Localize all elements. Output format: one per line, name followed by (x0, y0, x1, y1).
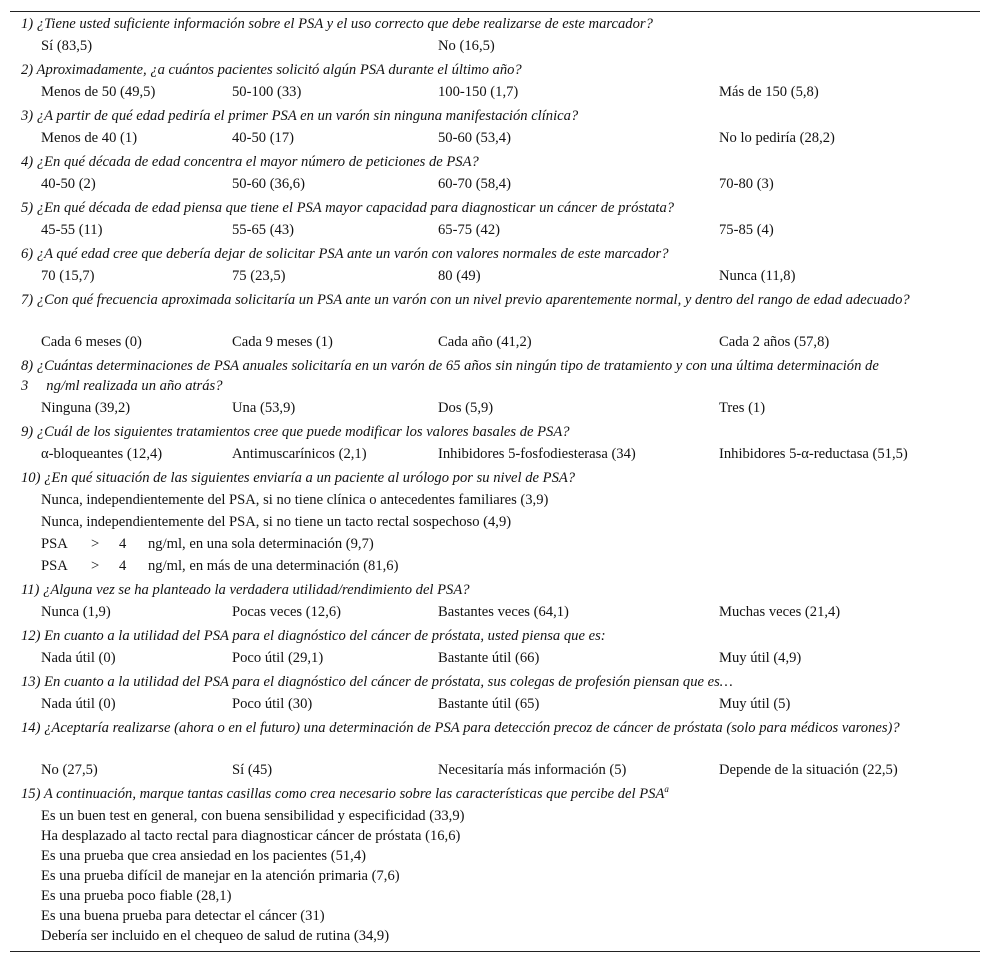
answer-option: 60-70 (58,4) (438, 176, 511, 192)
answer-option-psa-multiple (41, 556, 398, 576)
question-8-line-1: 8) ¿Cuántas determinaciones de PSA anuales solicitaría en un varón de 65 años sin ningún tipo de tratamiento y con una última determinación de (21, 358, 879, 374)
answer-option: Menos de 40 (1) (41, 130, 138, 146)
question-8-line-2 (21, 376, 961, 396)
answer-option: Bastante útil (65) (438, 696, 540, 712)
answer-option: 50-60 (53,4) (438, 130, 511, 146)
answer-option: 45-55 (11) (41, 222, 103, 238)
answer-option: No lo pediría (28,2) (719, 130, 835, 146)
answer-option: Nunca (11,8) (719, 268, 796, 284)
answer-option: Es una prueba poco fiable (28,1) (41, 888, 232, 904)
answer-option: Más de 150 (5,8) (719, 84, 819, 100)
question-1: 1) ¿Tiene usted suficiente información sobre el PSA y el uso correcto que debe realizarse de este marcador? (21, 16, 653, 32)
answer-option: Es una buena prueba para detectar el cáncer (31) (41, 908, 325, 924)
psa-label: PSA (41, 558, 68, 574)
greater-than-sign: > (91, 536, 100, 552)
answer-option: Necesitaría más información (5) (438, 762, 627, 778)
answer-option: Muchas veces (21,4) (719, 604, 841, 620)
answer-option: Ha desplazado al tacto rectal para diagnosticar cáncer de próstata (16,6) (41, 828, 461, 844)
answer-option: Nunca, independientemente del PSA, si no tiene un tacto rectal sospechoso (4,9) (41, 514, 512, 530)
psa-condition: ng/ml, en una sola determinación (9,7) (148, 536, 374, 552)
question-13: 13) En cuanto a la utilidad del PSA para el diagnóstico del cáncer de próstata, sus colegas de profesión piensan que es… (21, 674, 733, 690)
answer-option: Antimuscarínicos (2,1) (232, 446, 367, 462)
answer-option: Menos de 50 (49,5) (41, 84, 156, 100)
answer-option: Nada útil (0) (41, 650, 116, 666)
answer-option: 75-85 (4) (719, 222, 774, 238)
answer-option: Cada 2 años (57,8) (719, 334, 830, 350)
question-15-text: 15) A continuación, marque tantas casillas como crea necesario sobre las características que percibe del PSA (21, 786, 665, 802)
question-10: 10) ¿En qué situación de las siguientes enviaría a un paciente al urólogo por su nivel de PSA? (21, 470, 576, 486)
answer-option: Debería ser incluido en el chequeo de salud de rutina (34,9) (41, 928, 390, 944)
answer-option: Muy útil (5) (719, 696, 791, 712)
answer-option: Poco útil (29,1) (232, 650, 324, 666)
answer-option: Bastante útil (66) (438, 650, 540, 666)
answer-option: 70 (15,7) (41, 268, 95, 284)
answer-option: No (16,5) (438, 38, 495, 54)
answer-option: Es una prueba difícil de manejar en la atención primaria (7,6) (41, 868, 400, 884)
answer-option: Bastantes veces (64,1) (438, 604, 569, 620)
answer-option: Dos (5,9) (438, 400, 494, 416)
answer-option: Inhibidores 5-fosfodiesterasa (34) (438, 446, 636, 462)
answer-option: 65-75 (42) (438, 222, 501, 238)
footnote-marker: a (664, 784, 669, 795)
answer-option: Nada útil (0) (41, 696, 116, 712)
answer-option: 80 (49) (438, 268, 481, 284)
question-11: 11) ¿Alguna vez se ha planteado la verdadera utilidad/rendimiento del PSA? (21, 582, 470, 598)
answer-option: 100-150 (1,7) (438, 84, 519, 100)
question-2: 2) Aproximadamente, ¿a cuántos pacientes solicitó algún PSA durante el último año? (21, 62, 522, 78)
answer-option: Cada 9 meses (1) (232, 334, 333, 350)
answer-option: α-bloqueantes (12,4) (41, 446, 163, 462)
answer-option: Muy útil (4,9) (719, 650, 802, 666)
answer-option: 50-60 (36,6) (232, 176, 305, 192)
question-5: 5) ¿En qué década de edad piensa que tiene el PSA mayor capacidad para diagnosticar un cáncer de próstata? (21, 200, 675, 216)
answer-option: Depende de la situación (22,5) (719, 762, 898, 778)
question-15 (21, 784, 961, 804)
answer-option: Pocas veces (12,6) (232, 604, 342, 620)
psa-threshold: 4 (119, 558, 127, 574)
psa-threshold: 4 (119, 536, 127, 552)
answer-option: Sí (83,5) (41, 38, 93, 54)
answer-option: Cada 6 meses (0) (41, 334, 142, 350)
question-8-value: 3 (21, 378, 29, 394)
answer-option: Nunca (1,9) (41, 604, 111, 620)
answer-option: Inhibidores 5-α-reductasa (51,5) (719, 446, 908, 462)
answer-option: 70-80 (3) (719, 176, 774, 192)
answer-option: 55-65 (43) (232, 222, 295, 238)
answer-option: Tres (1) (719, 400, 766, 416)
question-7: 7) ¿Con qué frecuencia aproximada solicitaría un PSA ante un varón con un nivel previo aparentemente normal, y dentro del rango de edad adecuado? (21, 292, 910, 308)
question-12: 12) En cuanto a la utilidad del PSA para el diagnóstico del cáncer de próstata, usted piensa que es: (21, 628, 606, 644)
survey-table (10, 11, 980, 952)
question-3: 3) ¿A partir de qué edad pediría el primer PSA en un varón sin ninguna manifestación clínica? (21, 108, 579, 124)
answer-option: Poco útil (30) (232, 696, 313, 712)
answer-option: Una (53,9) (232, 400, 296, 416)
question-8 (21, 356, 961, 396)
psa-condition: ng/ml, en más de una determinación (81,6) (148, 558, 399, 574)
question-14: 14) ¿Aceptaría realizarse (ahora o en el futuro) una determinación de PSA para detección precoz de cáncer de próstata (solo para médicos varones)? (21, 720, 900, 736)
question-4: 4) ¿En qué década de edad concentra el mayor número de peticiones de PSA? (21, 154, 479, 170)
answer-option: 75 (23,5) (232, 268, 286, 284)
answer-option: Sí (45) (232, 762, 273, 778)
question-8-unit-text: ng/ml realizada un año atrás? (46, 378, 223, 394)
question-6: 6) ¿A qué edad cree que debería dejar de solicitar PSA ante un varón con valores normales de este marcador? (21, 246, 669, 262)
answer-option: Cada año (41,2) (438, 334, 532, 350)
psa-label: PSA (41, 536, 68, 552)
answer-option: Ninguna (39,2) (41, 400, 131, 416)
question-9: 9) ¿Cuál de los siguientes tratamientos cree que puede modificar los valores basales de PSA? (21, 424, 570, 440)
answer-option-psa-single (41, 534, 374, 554)
answer-option: 40-50 (17) (232, 130, 295, 146)
answer-option: No (27,5) (41, 762, 98, 778)
answer-option: Nunca, independientemente del PSA, si no tiene clínica o antecedentes familiares (3,9) (41, 492, 549, 508)
answer-option: 50-100 (33) (232, 84, 302, 100)
answer-option: 40-50 (2) (41, 176, 96, 192)
answer-option: Es un buen test en general, con buena sensibilidad y especificidad (33,9) (41, 808, 465, 824)
greater-than-sign: > (91, 558, 100, 574)
answer-option: Es una prueba que crea ansiedad en los pacientes (51,4) (41, 848, 366, 864)
